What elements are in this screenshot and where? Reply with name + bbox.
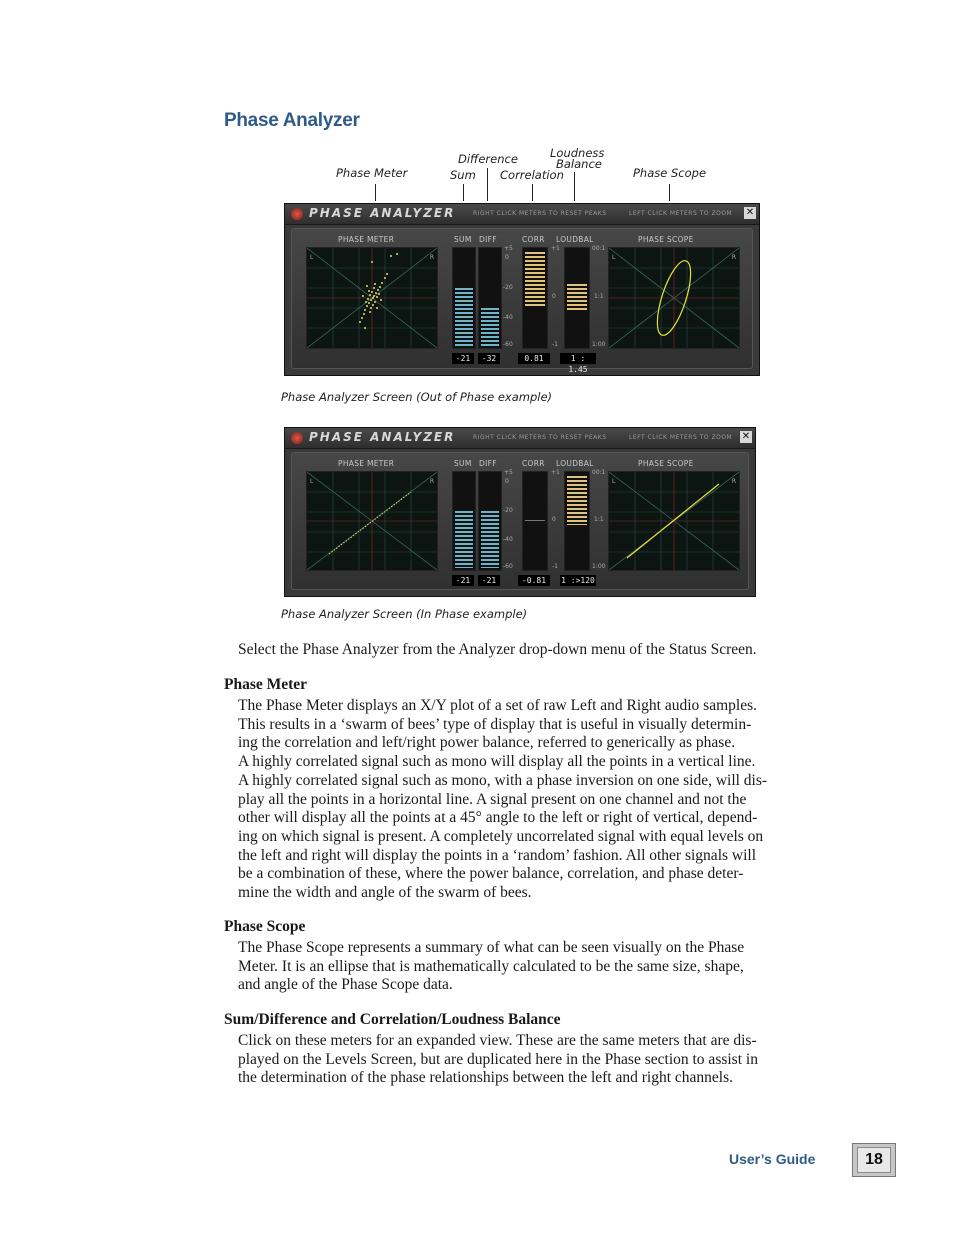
intro-paragraph (238, 641, 840, 660)
readout-bal: 1 : 1.45 (560, 353, 596, 364)
callout-balance: Balance (556, 157, 602, 171)
bal-scale-0: 00:1 (592, 245, 606, 252)
scope-left-label: L (612, 478, 616, 485)
diff-meter[interactable] (478, 247, 502, 349)
text-line: other will display all the points at a 45° angle to the left or right of vertical, depend- (238, 809, 758, 827)
analyzer-panel (291, 452, 749, 590)
phase-meter-display[interactable] (306, 471, 438, 571)
page-number-box (852, 1143, 896, 1177)
phase-scope-paragraph (238, 939, 840, 995)
window-title-bar (285, 204, 759, 225)
corr-scale-1: 0 (552, 516, 556, 523)
corr-scale-2: -1 (552, 563, 558, 570)
callout-line-difference (487, 168, 488, 201)
db-scale-1: 0 (505, 478, 509, 485)
readout-bal: 1 :>120 (561, 576, 595, 585)
window-title: PHASE ANALYZER (309, 206, 456, 220)
app-logo-icon (291, 208, 303, 220)
callout-line-phase-scope (669, 184, 670, 201)
text-line: the determination of the phase relationships between the left and right channels. (238, 1069, 733, 1087)
loudbal-meter-fill (567, 284, 587, 312)
diff-meter[interactable] (478, 471, 502, 571)
db-scale-4: -60 (503, 341, 513, 348)
db-scale-1: 0 (505, 254, 509, 261)
loudbal-meter-fill (567, 476, 587, 525)
window-title-bar (285, 428, 755, 449)
heading-phase-scope: Phase Scope (224, 918, 306, 935)
hint-left-click: LEFT CLICK METERS TO ZOOM (629, 210, 733, 217)
app-logo-icon (291, 432, 303, 444)
readout-corr: -0.81 (518, 575, 550, 586)
label-phase-scope: PHASE SCOPE (638, 235, 694, 244)
text-line: ing on which signal is present. A completely uncorrelated signal with equal levels on (238, 827, 764, 845)
db-scale-4: -60 (503, 563, 513, 570)
scope-left-label: L (310, 478, 314, 485)
sum-meter-fill (455, 288, 473, 346)
callout-line-correlation (532, 184, 533, 201)
callout-line-sum (463, 184, 464, 201)
text-line: Click on these meters for an expanded view. These are the same meters that are dis- (238, 1032, 757, 1049)
text-line: The Phase Scope represents a summary of what can be seen visually on the Phase (238, 939, 745, 956)
corr-scale-1: 0 (552, 293, 556, 300)
text-line: be a combination of these, where the power balance, correlation, and phase deter- (238, 865, 744, 883)
db-scale-0: +5 (504, 245, 513, 252)
close-icon[interactable]: ✕ (745, 207, 755, 218)
page-number: 18 (857, 1147, 891, 1173)
corr-scale-2: -1 (552, 341, 558, 348)
callout-loudness: Loudness (550, 146, 605, 160)
section-title: Phase Analyzer (224, 110, 360, 131)
text-line: ing the correlation and left/right power balance, referred to generically as phase. (238, 734, 736, 752)
hint-right-click: RIGHT CLICK METERS TO RESET PEAKS (473, 434, 607, 441)
db-scale-2: -20 (503, 284, 513, 291)
label-diff: DIFF (479, 235, 497, 244)
corr-meter[interactable] (522, 247, 548, 349)
analyzer-screen-in-phase (284, 427, 756, 597)
phase-scope-plot (609, 248, 739, 348)
phase-scope-plot (609, 472, 739, 570)
heading-phase-meter: Phase Meter (224, 676, 308, 693)
callout-phase-meter: Phase Meter (336, 166, 408, 180)
readout-corr: 0.81 (518, 353, 550, 364)
readout-sum: -21 (452, 353, 474, 364)
text-line: A highly correlated signal such as mono will display all the points in a vertical line. (238, 753, 756, 771)
readout-diff: -21 (478, 575, 500, 586)
text-line: Meter. It is an ellipse that is mathematically calculated to be the same size, shape, (238, 957, 744, 975)
label-corr: CORR (522, 459, 545, 468)
caption-in-phase: Phase Analyzer Screen (In Phase example) (281, 607, 528, 621)
sum-difference-paragraph (238, 1032, 840, 1088)
phase-scope-display[interactable] (608, 247, 740, 349)
readout-sum: -21 (452, 575, 474, 586)
corr-meter-fill (525, 252, 545, 307)
corr-meter[interactable] (522, 471, 548, 571)
close-icon[interactable]: ✕ (741, 431, 751, 442)
db-scale-3: -40 (503, 314, 513, 321)
analyzer-screen-out-of-phase (284, 203, 760, 376)
label-phase-meter: PHASE METER (338, 235, 395, 244)
callout-correlation: Correlation (500, 168, 564, 182)
hint-left-click: LEFT CLICK METERS TO ZOOM (629, 434, 733, 441)
callout-line-phase-meter (375, 184, 376, 201)
label-loudbal: LOUDBAL (556, 235, 594, 244)
label-loudbal: LOUDBAL (556, 459, 594, 468)
text-line: played on the Levels Screen, but are duplicated here in the Phase section to assist in (238, 1050, 758, 1068)
label-diff: DIFF (479, 459, 497, 468)
db-scale-2: -20 (503, 507, 513, 514)
label-phase-scope: PHASE SCOPE (638, 459, 694, 468)
footer-users-guide: User’s Guide (729, 1151, 816, 1167)
loudbal-meter[interactable] (564, 247, 590, 349)
sum-meter-fill (455, 511, 473, 568)
heading-sum-difference: Sum/Difference and Correlation/Loudness Balance (224, 1011, 561, 1028)
phase-meter-plot (307, 472, 437, 570)
scope-left-label: L (612, 254, 616, 261)
scope-right-label: R (429, 478, 434, 485)
analyzer-panel (291, 228, 753, 374)
caption-out-of-phase: Phase Analyzer Screen (Out of Phase example) (281, 390, 553, 404)
scope-right-label: R (731, 478, 736, 485)
callout-line-loudness-balance (574, 172, 575, 201)
phase-meter-plot (307, 248, 437, 348)
scope-right-label: R (731, 254, 736, 261)
scope-left-label: L (310, 254, 314, 261)
loudbal-meter[interactable] (564, 471, 590, 571)
text-line: A highly correlated signal such as mono, with a phase inversion on one side, will dis- (238, 771, 768, 789)
text-line: and angle of the Phase Scope data. (238, 976, 453, 994)
bal-scale-0: 00:1 (592, 469, 606, 476)
corr-scale-0: +1 (551, 245, 560, 252)
db-scale-3: -40 (503, 536, 513, 543)
corr-scale-0: +1 (551, 469, 560, 476)
text-line: the left and right will display the points in a ‘random’ fashion. All other signals will (238, 846, 757, 864)
callout-difference: Difference (458, 152, 518, 166)
text-line: play all the points in a horizontal line. A signal present on one channel and not the (238, 790, 747, 808)
diff-meter-fill (481, 308, 499, 346)
label-sum: SUM (454, 459, 472, 468)
bal-scale-1: 1:1 (594, 516, 604, 523)
phase-scope-display[interactable] (608, 471, 740, 571)
callout-sum: Sum (450, 168, 476, 182)
intro-text: Select the Phase Analyzer from the Analyzer drop-down menu of the Status Screen. (238, 641, 757, 658)
db-scale-0: +5 (504, 469, 513, 476)
bal-scale-2: 1:00 (592, 341, 606, 348)
phase-meter-paragraph (238, 697, 840, 903)
hint-right-click: RIGHT CLICK METERS TO RESET PEAKS (473, 210, 607, 217)
readout-diff: -32 (478, 353, 500, 364)
bal-scale-1: 1:1 (594, 293, 604, 300)
label-corr: CORR (522, 235, 545, 244)
text-line: This results in a ‘swarm of bees’ type of display that is useful in visually determin- (238, 715, 752, 733)
sum-meter[interactable] (452, 247, 476, 349)
diff-meter-fill (481, 511, 499, 568)
label-sum: SUM (454, 235, 472, 244)
corr-center-mark (525, 520, 545, 521)
scope-right-label: R (429, 254, 434, 261)
bal-scale-2: 1:00 (592, 563, 606, 570)
text-line: mine the width and angle of the swarm of bees. (238, 884, 532, 902)
phase-meter-display[interactable] (306, 247, 438, 349)
text-line: The Phase Meter displays an X/Y plot of a set of raw Left and Right audio samples. (238, 697, 757, 714)
label-phase-meter: PHASE METER (338, 459, 395, 468)
callout-phase-scope: Phase Scope (633, 166, 707, 180)
sum-meter[interactable] (452, 471, 476, 571)
window-title: PHASE ANALYZER (309, 430, 456, 444)
